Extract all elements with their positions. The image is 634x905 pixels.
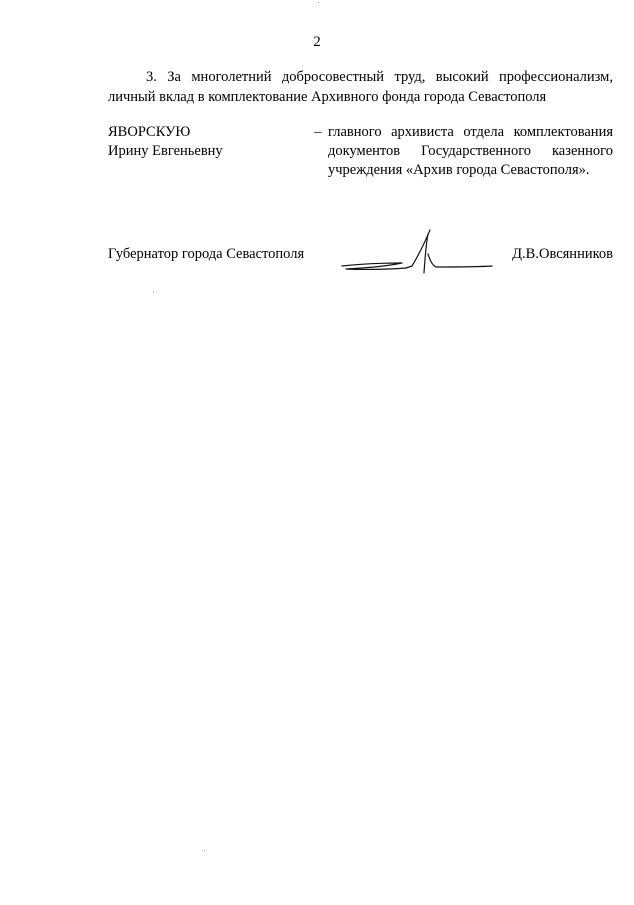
scan-speck <box>318 2 319 3</box>
handwritten-signature <box>340 228 500 276</box>
signature-block <box>108 228 613 278</box>
recipient-given-names: Ирину Евгеньевну <box>108 143 223 159</box>
paragraph-line: личный вклад в комплектование Архивного фонда города Севастополя <box>108 89 547 105</box>
scan-speck <box>153 292 154 293</box>
position-line: учреждения «Архив города Севастополя». <box>328 162 590 178</box>
position-line: документов Государственного казенного <box>328 143 613 159</box>
paragraph-line: 3. За многолетний добросовестный труд, высокий профессионализм, <box>146 69 613 85</box>
recipient-name <box>108 123 298 161</box>
signer-title: Губернатор города Севастополя <box>108 246 305 262</box>
scan-speck <box>204 850 205 851</box>
page-number: 2 <box>313 34 321 50</box>
position-line: главного архивиста отдела комплектования <box>328 124 613 140</box>
recipient-dash: – <box>314 124 322 140</box>
signer-name: Д.В.Овсянников <box>512 246 613 262</box>
recipient-surname: ЯВОРСКУЮ <box>108 124 191 140</box>
award-paragraph <box>108 67 613 107</box>
recipient-entry <box>108 123 613 193</box>
recipient-position <box>328 123 613 180</box>
